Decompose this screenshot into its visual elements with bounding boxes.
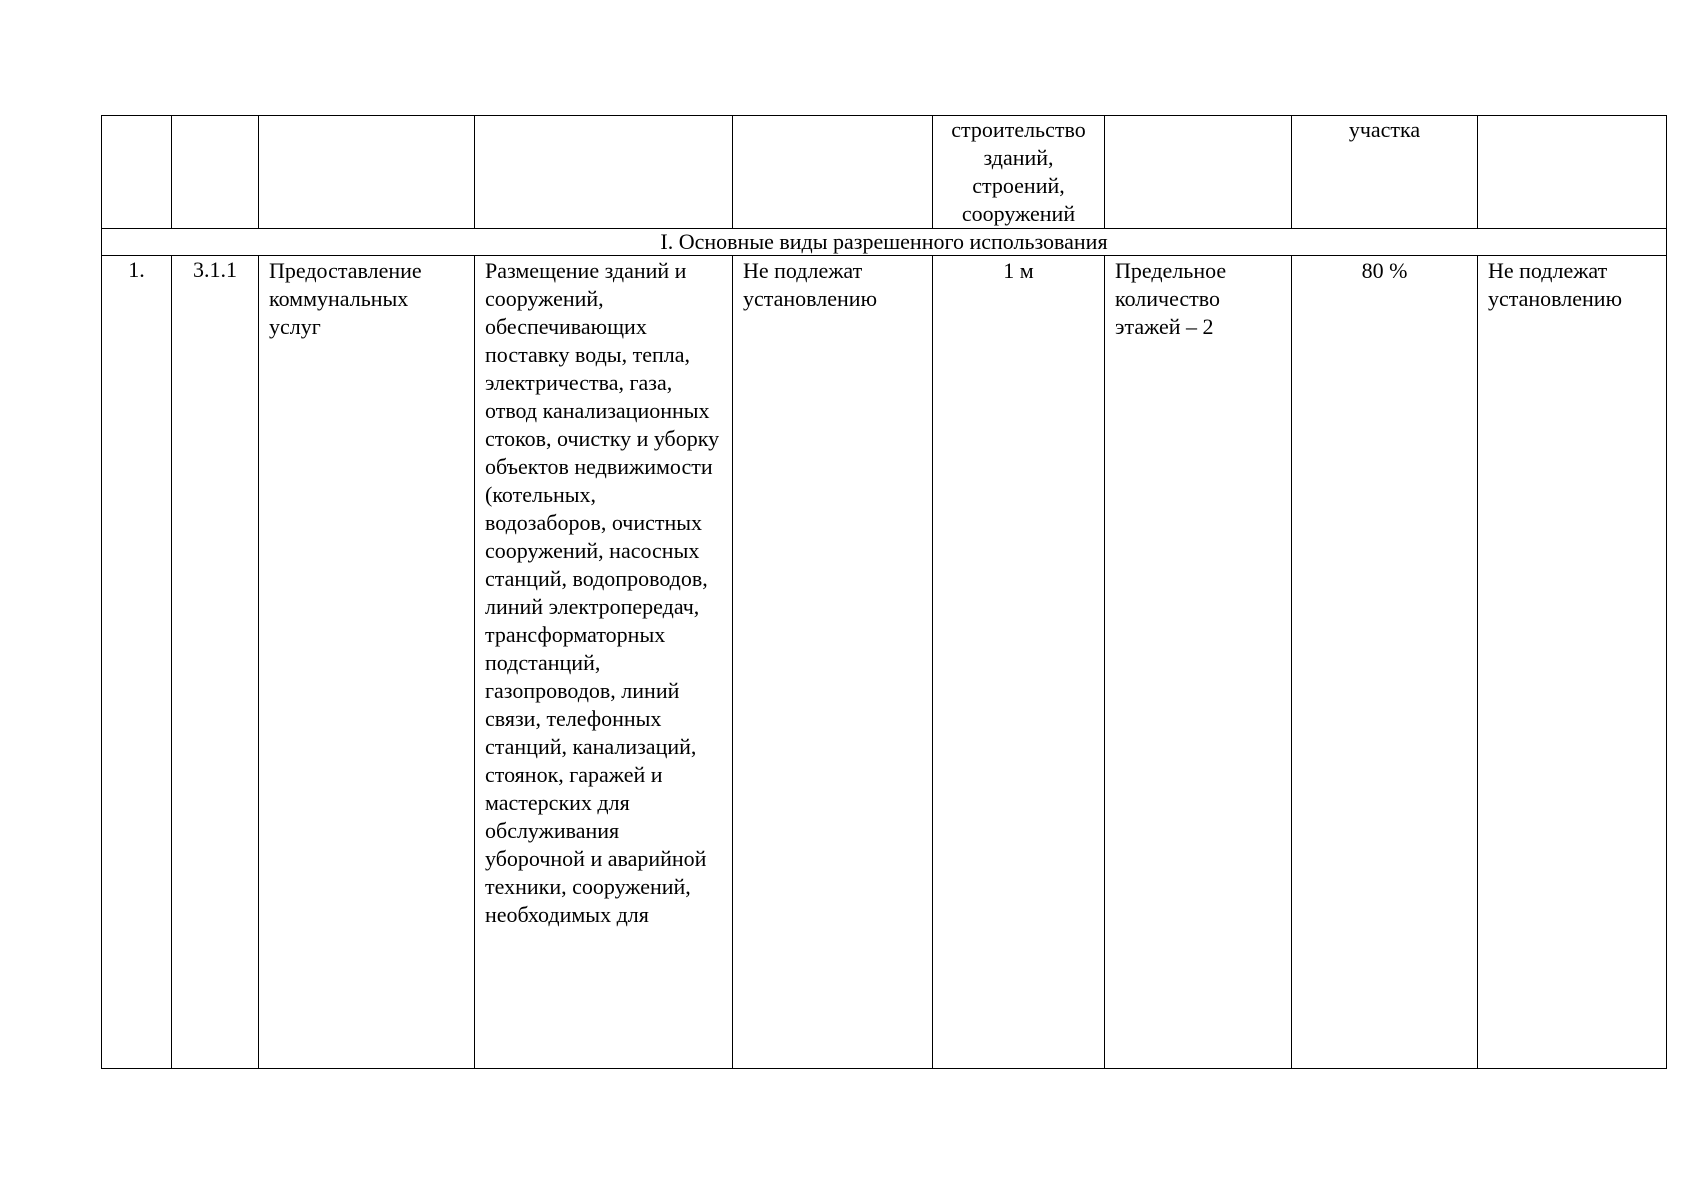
use-description-cell [475,256,733,1069]
table-cell [1478,116,1667,229]
use-name: Предоставление коммунальных услуг [269,258,422,339]
max-floors-text: Предельное количество этажей – 2 [1115,258,1227,339]
table-cell [933,256,1105,1069]
row-number: 1. [128,257,145,282]
table-cell [733,116,933,229]
section-title-text: I. Основные виды разрешенного использования [660,229,1108,254]
use-name-cell [259,256,475,1069]
use-description: Размещение зданий и сооружений, обеспечивающих поставку воды, тепла, электричества, газа, отвод канализационных стоков, очистку и уборку объектов недвижимости (котельных, водозаборов, очистных сооружений, насосных станций, водопроводов, линий электропередач, трансформаторных подстанций, газопроводов, линий связи, телефонных станций, канализаций, стоянок, гаражей и мастерских для обслуживания уборочной и аварийной техники, сооружений, необходимых для [485,258,720,927]
section-header-row [102,229,1667,256]
row-number-cell [102,256,172,1069]
table-cell [475,116,733,229]
cell-text-construction: строительство зданий, строений, сооружений [951,117,1086,226]
table-cell [1105,256,1292,1069]
section-title [102,229,1667,256]
table-cell [102,116,172,229]
table-cell [259,116,475,229]
cell-text: Не подлежат установлению [743,258,878,311]
max-coverage-value: 80 % [1361,258,1408,283]
use-code: 3.1.1 [193,257,237,282]
table-row [102,256,1667,1069]
table-cell [172,116,259,229]
table-row-continuation [102,116,1667,229]
use-code-cell [172,256,259,1069]
table-cell [1478,256,1667,1069]
cell-text-plot: участка [1348,117,1421,142]
table-cell [733,256,933,1069]
table-cell [1292,256,1478,1069]
zoning-regulations-table [101,115,1667,1069]
table-cell [1105,116,1292,229]
cell-text: Не подлежат установлению [1488,258,1623,311]
min-setback-value: 1 м [1003,258,1034,283]
table-cell [933,116,1105,229]
table-cell [1292,116,1478,229]
